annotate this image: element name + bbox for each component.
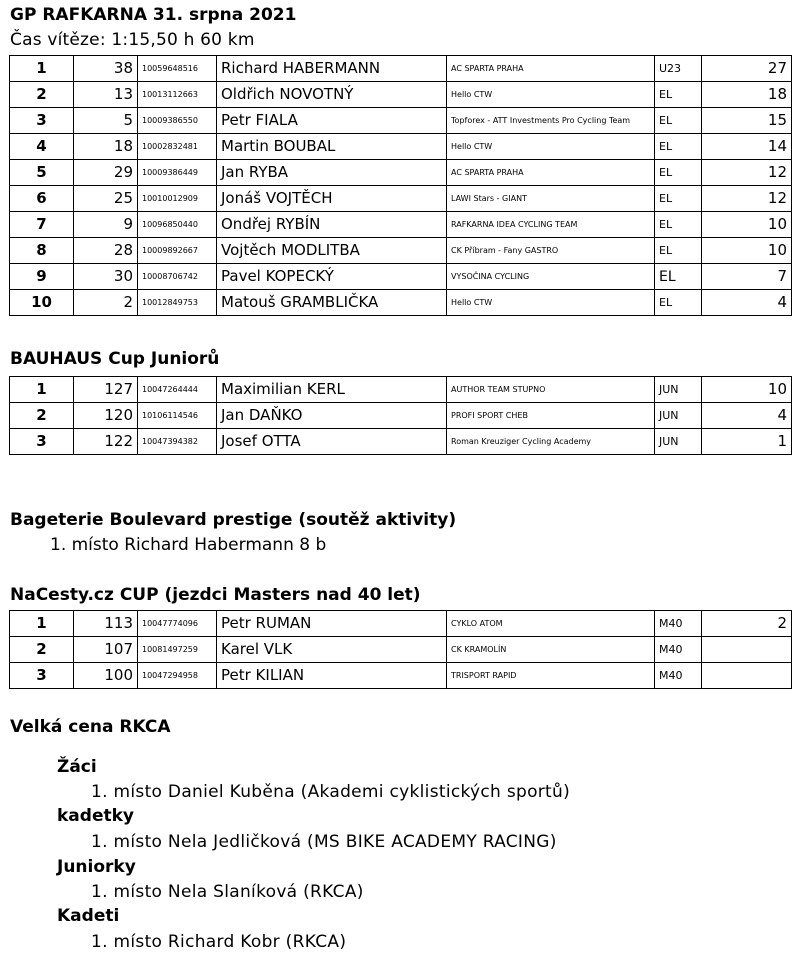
result-row — [10, 637, 792, 663]
prestige-winner: 1. místo Richard Habermann 8 b — [50, 535, 327, 555]
rider-name-cell: Karel VLK — [217, 637, 447, 663]
category-cell: EL — [655, 134, 702, 160]
uci-id-cell: 10081497259 — [138, 637, 217, 663]
rank-cell: 1 — [10, 377, 74, 403]
start-number-cell: 113 — [74, 611, 138, 637]
start-number-cell: 127 — [74, 377, 138, 403]
rank-cell: 2 — [10, 82, 74, 108]
points-cell: 15 — [702, 108, 792, 134]
rank-cell: 6 — [10, 186, 74, 212]
category-cell: EL — [655, 238, 702, 264]
points-cell: 7 — [702, 264, 792, 290]
masters-section-title: NaCesty.cz CUP (jezdci Masters nad 40 let) — [10, 585, 421, 605]
result-row — [10, 403, 792, 429]
result-row — [10, 108, 792, 134]
points-cell: 18 — [702, 82, 792, 108]
masters-results-table — [9, 610, 792, 689]
points-cell: 14 — [702, 134, 792, 160]
points-cell: 1 — [702, 429, 792, 455]
rank-cell: 10 — [10, 290, 74, 316]
rank-cell: 9 — [10, 264, 74, 290]
start-number-cell: 107 — [74, 637, 138, 663]
category-cell: M40 — [655, 611, 702, 637]
start-number-cell: 30 — [74, 264, 138, 290]
rider-name-cell: Richard HABERMANN — [217, 56, 447, 82]
race-title: GP RAFKARNA 31. srpna 2021 — [10, 5, 297, 25]
category-cell: M40 — [655, 637, 702, 663]
result-row — [10, 429, 792, 455]
uci-id-cell: 10008706742 — [138, 264, 217, 290]
uci-id-cell: 10010012909 — [138, 186, 217, 212]
result-row — [10, 186, 792, 212]
points-cell: 12 — [702, 186, 792, 212]
start-number-cell: 100 — [74, 663, 138, 689]
uci-id-cell: 10047264444 — [138, 377, 217, 403]
uci-id-cell: 10047774096 — [138, 611, 217, 637]
rider-name-cell: Jan RYBA — [217, 160, 447, 186]
rider-name-cell: Vojtěch MODLITBA — [217, 238, 447, 264]
rider-name-cell: Jonáš VOJTĚCH — [217, 186, 447, 212]
team-cell: Topforex - ATT Investments Pro Cycling Team — [447, 108, 655, 134]
points-cell: 10 — [702, 238, 792, 264]
team-cell: CYKLO ATOM — [447, 611, 655, 637]
category-cell: EL — [655, 264, 702, 290]
points-cell: 4 — [702, 403, 792, 429]
points-cell: 4 — [702, 290, 792, 316]
result-row — [10, 160, 792, 186]
team-cell: AC SPARTA PRAHA — [447, 160, 655, 186]
team-cell: CK Příbram - Fany GASTRO — [447, 238, 655, 264]
juniors-results-table — [9, 376, 792, 455]
team-cell: Roman Kreuziger Cycling Academy — [447, 429, 655, 455]
rank-cell: 3 — [10, 429, 74, 455]
rkca-category-kadeti: Kadeti — [57, 906, 120, 926]
result-row — [10, 264, 792, 290]
team-cell: TRISPORT RAPID — [447, 663, 655, 689]
team-cell: Hello CTW — [447, 290, 655, 316]
start-number-cell: 2 — [74, 290, 138, 316]
main-results-table — [9, 55, 792, 316]
start-number-cell: 18 — [74, 134, 138, 160]
rider-name-cell: Petr KILIAN — [217, 663, 447, 689]
start-number-cell: 13 — [74, 82, 138, 108]
rider-name-cell: Maximilian KERL — [217, 377, 447, 403]
rider-name-cell: Petr FIALA — [217, 108, 447, 134]
team-cell: LAWI Stars - GIANT — [447, 186, 655, 212]
result-row — [10, 290, 792, 316]
team-cell: PROFI SPORT CHEB — [447, 403, 655, 429]
rkca-category-zaci: Žáci — [57, 757, 97, 777]
rkca-section-title: Velká cena RKCA — [10, 717, 171, 737]
result-row — [10, 212, 792, 238]
rank-cell: 2 — [10, 637, 74, 663]
start-number-cell: 25 — [74, 186, 138, 212]
rank-cell: 3 — [10, 663, 74, 689]
points-cell — [702, 663, 792, 689]
result-row — [10, 238, 792, 264]
start-number-cell: 38 — [74, 56, 138, 82]
category-cell: JUN — [655, 377, 702, 403]
uci-id-cell: 10013112663 — [138, 82, 217, 108]
start-number-cell: 120 — [74, 403, 138, 429]
team-cell: RAFKARNA IDEA CYCLING TEAM — [447, 212, 655, 238]
points-cell — [702, 637, 792, 663]
rider-name-cell: Ondřej RYBÍN — [217, 212, 447, 238]
rkca-winner-zaci: 1. místo Daniel Kuběna (Akademi cyklistických sportů) — [91, 782, 571, 802]
rider-name-cell: Matouš GRAMBLIČKA — [217, 290, 447, 316]
rank-cell: 7 — [10, 212, 74, 238]
category-cell: JUN — [655, 429, 702, 455]
team-cell: CK KRAMOLÍN — [447, 637, 655, 663]
winner-time: Čas vítěze: 1:15,50 h 60 km — [10, 30, 255, 50]
uci-id-cell: 10009386449 — [138, 160, 217, 186]
start-number-cell: 28 — [74, 238, 138, 264]
team-cell: AUTHOR TEAM STUPNO — [447, 377, 655, 403]
result-row — [10, 134, 792, 160]
juniors-section-title: BAUHAUS Cup Juniorů — [10, 349, 220, 369]
category-cell: EL — [655, 82, 702, 108]
rider-name-cell: Pavel KOPECKÝ — [217, 264, 447, 290]
result-row — [10, 663, 792, 689]
category-cell: EL — [655, 186, 702, 212]
team-cell: VYSOČINA CYCLING — [447, 264, 655, 290]
rider-name-cell: Martin BOUBAL — [217, 134, 447, 160]
rank-cell: 1 — [10, 611, 74, 637]
uci-id-cell: 10106114546 — [138, 403, 217, 429]
uci-id-cell: 10009386550 — [138, 108, 217, 134]
rank-cell: 4 — [10, 134, 74, 160]
rkca-winner-kadetky: 1. místo Nela Jedličková (MS BIKE ACADEMY RACING) — [91, 832, 557, 852]
start-number-cell: 122 — [74, 429, 138, 455]
result-row — [10, 56, 792, 82]
uci-id-cell: 10047394382 — [138, 429, 217, 455]
rank-cell: 5 — [10, 160, 74, 186]
rider-name-cell: Josef OTTA — [217, 429, 447, 455]
rider-name-cell: Jan DAŇKO — [217, 403, 447, 429]
uci-id-cell: 10096850440 — [138, 212, 217, 238]
team-cell: Hello CTW — [447, 82, 655, 108]
start-number-cell: 5 — [74, 108, 138, 134]
rank-cell: 2 — [10, 403, 74, 429]
category-cell: EL — [655, 290, 702, 316]
uci-id-cell: 10002832481 — [138, 134, 217, 160]
rank-cell: 3 — [10, 108, 74, 134]
points-cell: 2 — [702, 611, 792, 637]
prestige-section-title: Bageterie Boulevard prestige (soutěž aktivity) — [10, 510, 457, 530]
category-cell: U23 — [655, 56, 702, 82]
category-cell: JUN — [655, 403, 702, 429]
rkca-winner-kadeti: 1. místo Richard Kobr (RKCA) — [91, 932, 347, 952]
team-cell: AC SPARTA PRAHA — [447, 56, 655, 82]
category-cell: M40 — [655, 663, 702, 689]
start-number-cell: 29 — [74, 160, 138, 186]
rank-cell: 8 — [10, 238, 74, 264]
points-cell: 12 — [702, 160, 792, 186]
rider-name-cell: Petr RUMAN — [217, 611, 447, 637]
start-number-cell: 9 — [74, 212, 138, 238]
category-cell: EL — [655, 160, 702, 186]
category-cell: EL — [655, 212, 702, 238]
result-row — [10, 377, 792, 403]
uci-id-cell: 10012849753 — [138, 290, 217, 316]
rkca-category-juniorky: Juniorky — [57, 857, 136, 877]
uci-id-cell: 10009892667 — [138, 238, 217, 264]
points-cell: 10 — [702, 212, 792, 238]
rider-name-cell: Oldřich NOVOTNÝ — [217, 82, 447, 108]
category-cell: EL — [655, 108, 702, 134]
result-row — [10, 82, 792, 108]
uci-id-cell: 10047294958 — [138, 663, 217, 689]
uci-id-cell: 10059648516 — [138, 56, 217, 82]
rkca-winner-juniorky: 1. místo Nela Slaníková (RKCA) — [91, 882, 364, 902]
points-cell: 27 — [702, 56, 792, 82]
rank-cell: 1 — [10, 56, 74, 82]
rkca-category-kadetky: kadetky — [57, 806, 134, 826]
team-cell: Hello CTW — [447, 134, 655, 160]
points-cell: 10 — [702, 377, 792, 403]
result-row — [10, 611, 792, 637]
